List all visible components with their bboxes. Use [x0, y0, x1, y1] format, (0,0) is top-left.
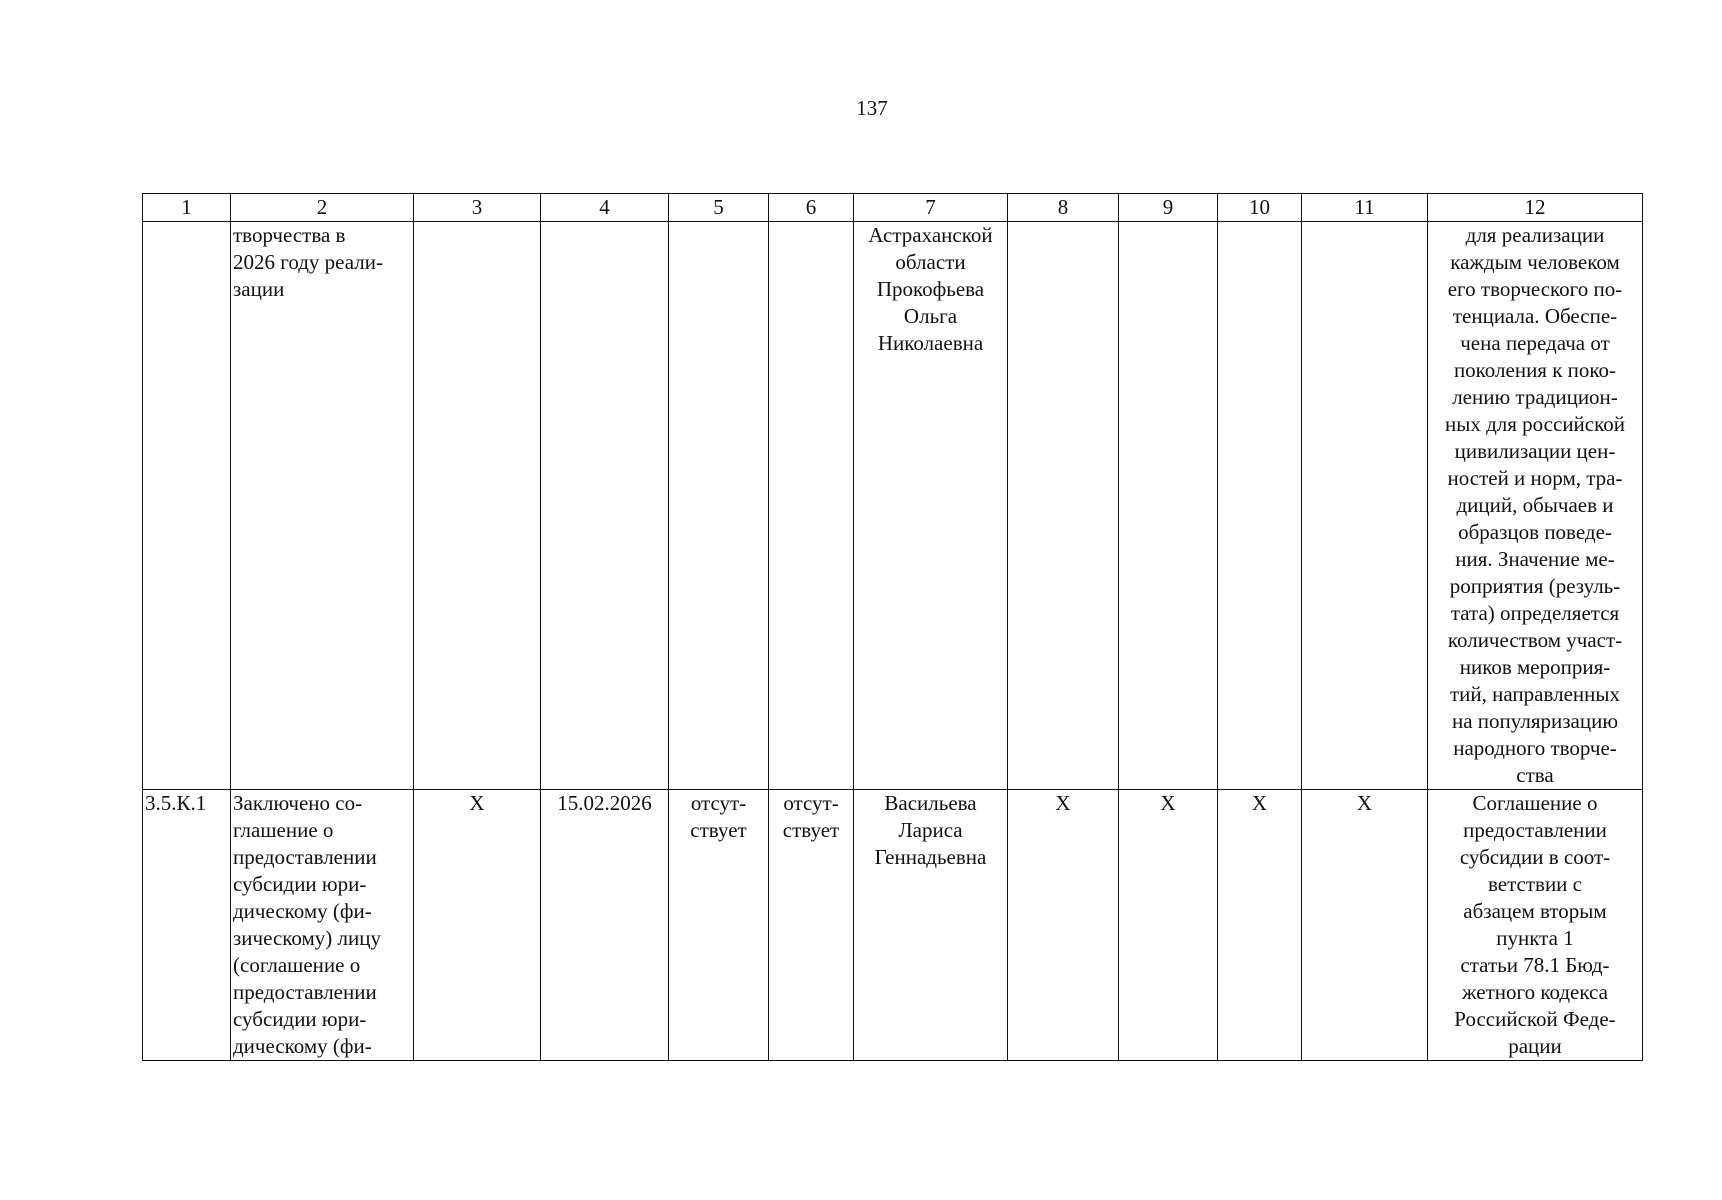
table-cell: отсут- ствует: [669, 790, 769, 1061]
column-number: 12: [1428, 194, 1643, 222]
table-row: [143, 222, 1643, 790]
row-number-cell: [143, 222, 231, 790]
table-cell: [1302, 222, 1428, 790]
table-cell: [1119, 222, 1218, 790]
table-cell: [1008, 222, 1119, 790]
description-cell: для реализации каждым человеком его творческого по- тенциала. Обеспе- чена передача от поколения к поко- лению традицион- ных для российской цивилизации цен- ностей и норм, тра- диций, обычаев и образцов поведе- ния. Значение ме- роприятия (резуль- тата) определяется количеством участ- ников мероприя- тий, направленных на популяризацию народного творче- ства: [1428, 222, 1643, 790]
column-number: 10: [1218, 194, 1302, 222]
event-name-cell: Заключено со- глашение о предоставлении субсидии юри- дическому (фи- зическому) лицу (соглашение о предоставлении субсидии юри- дическому (фи-: [231, 790, 414, 1061]
column-number: 9: [1119, 194, 1218, 222]
column-number: 2: [231, 194, 414, 222]
table-cell: X: [1008, 790, 1119, 1061]
page-number: 137: [856, 96, 888, 120]
column-number: 5: [669, 194, 769, 222]
table-cell: [1218, 222, 1302, 790]
table-cell: [669, 222, 769, 790]
column-number: 7: [854, 194, 1008, 222]
table-row: [143, 790, 1643, 1061]
table-cell: X: [1119, 790, 1218, 1061]
description-cell: Соглашение о предоставлении субсидии в соот- ветствии с абзацем вторым пункта 1 статьи 78.1 Бюд- жетного кодекса Российской Феде- рации: [1428, 790, 1643, 1061]
column-number: 4: [541, 194, 669, 222]
date-cell: 15.02.2026: [541, 790, 669, 1061]
event-name-cell: творчества в 2026 году реали- зации: [231, 222, 414, 790]
table-cell: [414, 222, 541, 790]
table-cell: [769, 222, 854, 790]
responsible-person-cell: Астраханской области Прокофьева Ольга Николаевна: [854, 222, 1008, 790]
column-number: 1: [143, 194, 231, 222]
column-number: 8: [1008, 194, 1119, 222]
column-number: 3: [414, 194, 541, 222]
table-cell: X: [1218, 790, 1302, 1061]
table-cell: X: [1302, 790, 1428, 1061]
table-cell: X: [414, 790, 541, 1061]
table-cell: [541, 222, 669, 790]
column-number: 11: [1302, 194, 1428, 222]
row-number-cell: 3.5.К.1: [143, 790, 231, 1061]
responsible-person-cell: Васильева Лариса Геннадьевна: [854, 790, 1008, 1061]
table-header-row: [143, 194, 1643, 222]
document-table: [142, 193, 1643, 1061]
table-cell: отсут- ствует: [769, 790, 854, 1061]
column-number: 6: [769, 194, 854, 222]
